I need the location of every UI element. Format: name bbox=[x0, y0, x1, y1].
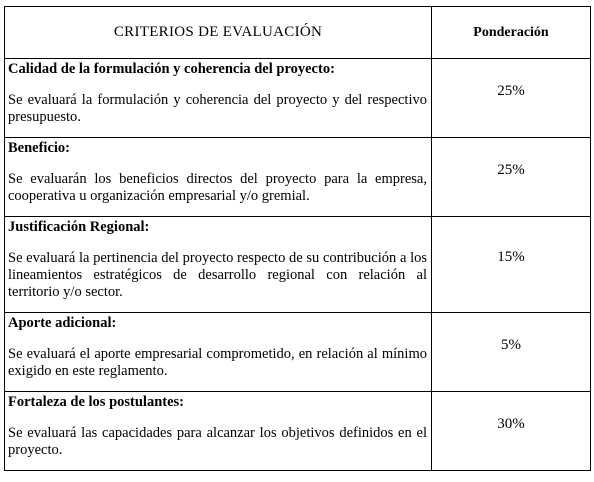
criterion-weight: 30% bbox=[497, 415, 525, 432]
criterion-title: Justificación Regional: bbox=[8, 219, 150, 235]
criterion-weight: 25% bbox=[497, 82, 525, 99]
criterion-title: Aporte adicional: bbox=[8, 315, 117, 331]
table-row bbox=[5, 217, 591, 313]
table-row bbox=[5, 138, 591, 217]
weight-cell bbox=[432, 59, 591, 138]
criteria-cell bbox=[5, 138, 432, 217]
criteria-cell bbox=[5, 59, 432, 138]
criterion-weight: 5% bbox=[501, 336, 521, 353]
evaluation-criteria-table bbox=[4, 6, 591, 471]
weight-cell bbox=[432, 138, 591, 217]
criterion-description: Se evaluará la formulación y coherencia del proyecto y del respectivo presupuesto. bbox=[8, 92, 427, 125]
criterion-title: Beneficio: bbox=[8, 140, 71, 156]
criterion-description: Se evaluará la pertinencia del proyecto respecto de su contribución a los lineamientos estratégicos de desarrollo regional con relación al territorio y/o sector. bbox=[8, 250, 427, 300]
weight-cell bbox=[432, 217, 591, 313]
criterion-description: Se evaluará las capacidades para alcanzar los objetivos definidos en el proyecto. bbox=[8, 425, 427, 458]
criteria-cell bbox=[5, 313, 432, 392]
criterion-weight: 25% bbox=[497, 161, 525, 178]
criterion-description: Se evaluarán los beneficios directos del proyecto para la empresa, cooperativa u organización empresarial y/o gremial. bbox=[8, 171, 427, 204]
criterion-title: Fortaleza de los postulantes: bbox=[8, 394, 184, 410]
table-row bbox=[5, 59, 591, 138]
header-row bbox=[5, 7, 591, 59]
table-row bbox=[5, 392, 591, 471]
criteria-column-header: CRITERIOS DE EVALUACIÓN bbox=[5, 7, 432, 59]
criterion-weight: 15% bbox=[497, 249, 525, 265]
weight-column-header: Ponderación bbox=[432, 7, 591, 59]
table-row bbox=[5, 313, 591, 392]
criterion-title: Calidad de la formulación y coherencia del proyecto: bbox=[8, 61, 335, 77]
criterion-description: Se evaluará el aporte empresarial comprometido, en relación al mínimo exigido en este reglamento. bbox=[8, 346, 427, 379]
weight-cell bbox=[432, 313, 591, 392]
weight-cell bbox=[432, 392, 591, 471]
criteria-cell bbox=[5, 217, 432, 313]
criteria-cell bbox=[5, 392, 432, 471]
evaluation-criteria-table-wrapper bbox=[4, 6, 591, 471]
